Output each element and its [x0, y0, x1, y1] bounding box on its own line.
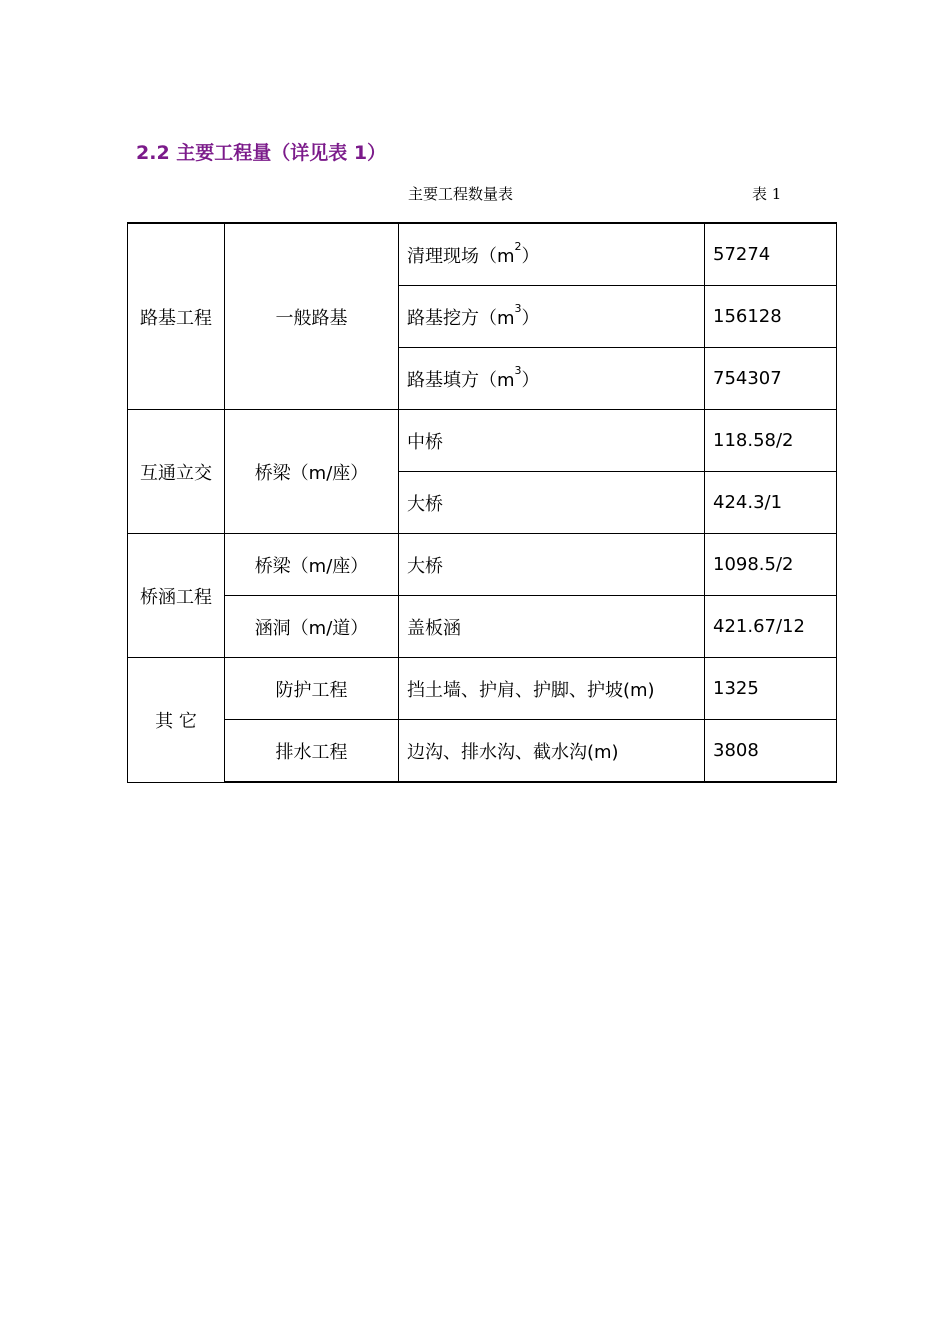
item-cell: 路基挖方$(m^3)$ — [399, 286, 705, 348]
item-cell: 路基填方$(m^3)$ — [399, 348, 705, 410]
category-cell: 路基工程 — [128, 223, 225, 410]
table-caption-title: 主要工程数量表 — [408, 185, 514, 203]
table-row — [128, 658, 837, 720]
item-cell: 中桥 — [399, 410, 705, 472]
item-cell: 盖板涵 — [399, 596, 705, 658]
table-row — [128, 720, 837, 783]
table-row — [128, 410, 837, 472]
section-heading: 2.2 主要工程量（详见表 1） — [136, 142, 387, 164]
subcategory-cell: 一般路基 — [225, 223, 399, 410]
value-cell: 57274 — [705, 223, 837, 286]
subcategory-cell: 防护工程 — [225, 658, 399, 720]
value-cell: 156128 — [705, 286, 837, 348]
item-cell: 挡土墙、护肩、护脚、护坡(m) — [399, 658, 705, 720]
quantity-table — [127, 222, 837, 783]
unit-superscript: 3 — [514, 363, 522, 377]
value-cell: 118.58/2 — [705, 410, 837, 472]
value-cell: 424.3/1 — [705, 472, 837, 534]
category-cell: 桥涵工程 — [128, 534, 225, 658]
table-row — [128, 596, 837, 658]
subcategory-cell: 桥梁（m/座） — [225, 410, 399, 534]
subcategory-cell: 涵洞（m/道） — [225, 596, 399, 658]
item-cell: 大桥 — [399, 534, 705, 596]
item-cell: 清理现场$(m^2)$ — [399, 223, 705, 286]
value-cell: 754307 — [705, 348, 837, 410]
table-row — [128, 223, 837, 286]
category-cell: 其 它 — [128, 658, 225, 783]
category-cell: 互通立交 — [128, 410, 225, 534]
unit-superscript: 3 — [514, 301, 522, 315]
table-caption-number: 表 1 — [752, 185, 782, 203]
item-cell: 大桥 — [399, 472, 705, 534]
subcategory-cell: 排水工程 — [225, 720, 399, 783]
value-cell: 421.67/12 — [705, 596, 837, 658]
item-cell: 边沟、排水沟、截水沟(m) — [399, 720, 705, 783]
value-cell: 3808 — [705, 720, 837, 783]
subcategory-cell: 桥梁（m/座） — [225, 534, 399, 596]
value-cell: 1325 — [705, 658, 837, 720]
value-cell: 1098.5/2 — [705, 534, 837, 596]
table-row — [128, 534, 837, 596]
unit-superscript: 2 — [514, 239, 522, 253]
